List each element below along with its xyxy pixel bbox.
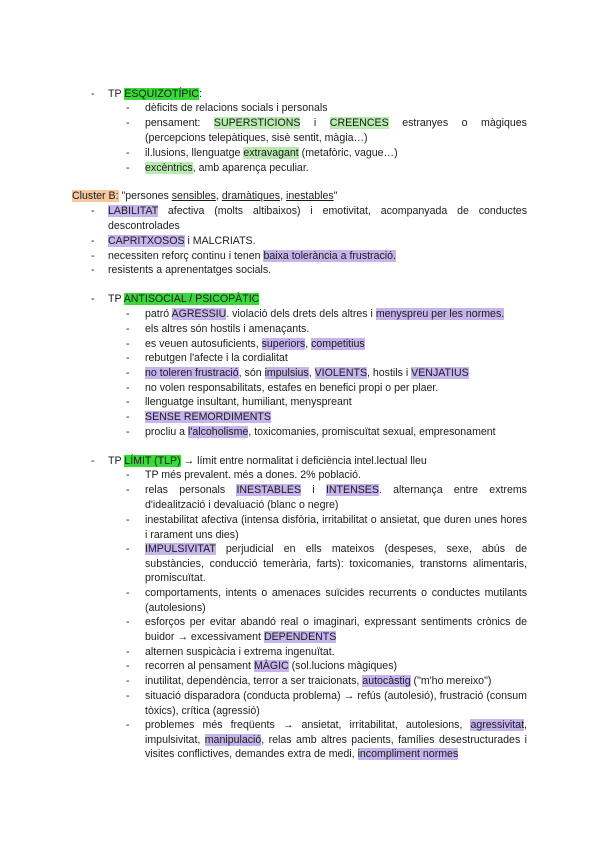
bullet-dash: - bbox=[126, 411, 130, 423]
list-item: il.lusions, llenguatge extravagant (metafòric, vague…) bbox=[145, 147, 398, 159]
list-item: procliu a l'alcoholisme, toxicomanies, promiscuïtat sexual, empresonament bbox=[145, 426, 496, 438]
list-item: necessiten reforç continu i tenen baixa tolerància a frustració. bbox=[108, 250, 396, 262]
bullet-dash: - bbox=[126, 660, 130, 672]
list-item: dèficits de relacions socials i personals bbox=[145, 102, 328, 114]
highlight-orange: Cluster B: bbox=[72, 190, 119, 202]
list-item: no toleren frustració, són impulsius, VIOLENTS, hostils i VENJATIUS bbox=[145, 367, 469, 379]
highlight: IMPULSIVITAT bbox=[145, 543, 216, 555]
list-item: TP més prevalent. més a dones. 2% població. bbox=[145, 469, 361, 481]
highlight: impulsius bbox=[264, 367, 309, 379]
highlight-green: ANTISOCIAL / PSICOPÀTIC bbox=[123, 293, 260, 305]
bullet-dash: - bbox=[126, 484, 130, 496]
bullet-dash: - bbox=[126, 147, 130, 159]
list-item: patró AGRESSIU. violació dels drets dels altres i menyspreu per les normes. bbox=[145, 308, 505, 320]
highlight: autocàstig bbox=[362, 675, 411, 687]
bullet-dash: - bbox=[126, 352, 130, 364]
section-title: TP ESQUIZOTÍPIC: bbox=[108, 88, 203, 100]
bullet-dash: - bbox=[126, 338, 130, 350]
highlight: manipulació bbox=[204, 733, 262, 746]
bullet-dash: - bbox=[91, 455, 95, 467]
highlight: CREENCES bbox=[329, 117, 389, 129]
highlight: l'alcoholisme bbox=[188, 426, 249, 438]
bullet-dash: - bbox=[126, 323, 130, 335]
bullet-dash: - bbox=[126, 543, 130, 555]
highlight: SUPERSTICIONS bbox=[213, 117, 301, 129]
highlight: superiors bbox=[261, 338, 306, 350]
highlight-green: LÍMIT (TLP) bbox=[124, 455, 181, 467]
bullet-dash: - bbox=[91, 205, 95, 217]
highlight: excèntrics bbox=[145, 162, 193, 174]
highlight: MÀGIC bbox=[253, 660, 289, 672]
list-item: excèntrics, amb aparença peculiar. bbox=[145, 162, 309, 174]
bullet-dash: - bbox=[126, 719, 130, 731]
bullet-dash: - bbox=[126, 102, 130, 114]
highlight: extravagant bbox=[243, 147, 299, 159]
bullet-dash: - bbox=[126, 382, 130, 394]
bullet-dash: - bbox=[126, 426, 130, 438]
list-item: LABILITAT afectiva (molts altibaixos) i emotivitat, acompanyada de conductes descontrolades bbox=[108, 205, 527, 232]
highlight: LABILITAT bbox=[108, 205, 159, 217]
highlight: VIOLENTS bbox=[314, 367, 368, 379]
list-item: els altres són hostils i amenaçants. bbox=[145, 323, 310, 335]
highlight: SENSE REMORDIMENTS bbox=[145, 411, 271, 423]
highlight: no toleren frustració bbox=[145, 367, 239, 379]
highlight: agressivitat bbox=[470, 719, 525, 731]
bullet-dash: - bbox=[126, 367, 130, 379]
list-item: rebutgen l'afecte i la cordialitat bbox=[145, 352, 288, 364]
highlight: INTENSES bbox=[325, 484, 379, 496]
bullet-dash: - bbox=[91, 264, 95, 276]
list-item: IMPULSIVITAT perjudicial en ells mateixos (despeses, sexe, abús de substàncies, conducció temerària, farts): toxicomanies, transtorns alimentaris, promiscuïtat. bbox=[145, 543, 527, 585]
highlight: competitius bbox=[311, 338, 365, 350]
list-item: llenguatge insultant, humiliant, menyspreant bbox=[145, 396, 352, 408]
list-item: alternen suspicàcia i extrema ingenuïtat. bbox=[145, 646, 335, 658]
bullet-dash: - bbox=[126, 308, 130, 320]
bullet-dash: - bbox=[91, 88, 95, 100]
list-item: problemes més freqüents → ansietat, irritabilitat, autolesions, agressivitat, impulsivitat, manipulació, relas amb altres pacients, famílies desestructurades i visites conflictives, demandes extra de medi, incompliment normes bbox=[145, 719, 527, 761]
highlight: menyspreu per les normes. bbox=[375, 308, 505, 320]
list-item: resistents a aprenentatges socials. bbox=[108, 264, 272, 276]
bullet-dash: - bbox=[126, 117, 130, 129]
list-item: comportaments, intents o amenaces suïcides recurrents o conductes mutilants (autolesions) bbox=[145, 587, 527, 614]
bullet-dash: - bbox=[91, 250, 95, 262]
list-item: es veuen autosuficients, superiors, competitius bbox=[145, 338, 365, 350]
highlight: INESTABLES bbox=[236, 484, 302, 496]
bullet-dash: - bbox=[91, 293, 95, 305]
highlight: AGRESSIU bbox=[171, 308, 227, 320]
list-item: pensament: SUPERSTICIONS i CREENCES estranyes o màgiques (percepcions telepàtiques, sisè sentit, màgia…) bbox=[145, 117, 527, 144]
section-title: TP ANTISOCIAL / PSICOPÀTIC bbox=[108, 293, 260, 305]
list-item: situació disparadora (conducta problema) → refús (autolesió), frustració (consum tòxics), crítica (agressió) bbox=[145, 690, 527, 717]
bullet-dash: - bbox=[126, 616, 130, 628]
list-item: inutilitat, dependència, terror a ser traicionats, autocàstig ("m'ho mereixo") bbox=[145, 675, 492, 687]
bullet-dash: - bbox=[126, 675, 130, 687]
list-item: recorren al pensament MÀGIC (sol.lucions màgiques) bbox=[145, 660, 398, 672]
bullet-dash: - bbox=[126, 469, 130, 481]
bullet-dash: - bbox=[126, 690, 130, 702]
bullet-dash: - bbox=[126, 396, 130, 408]
highlight: DEPENDENTS bbox=[263, 630, 337, 643]
list-item: CAPRITXOSOS i MALCRIATS. bbox=[108, 235, 256, 247]
highlight: CAPRITXOSOS bbox=[108, 235, 185, 247]
highlight: incompliment normes bbox=[357, 748, 459, 761]
bullet-dash: - bbox=[126, 514, 130, 526]
list-item: no volen responsabilitats, estafes en benefici propi o per plaer. bbox=[145, 382, 439, 394]
cluster-heading: Cluster B: "persones sensibles, dramàtiques, inestables" bbox=[72, 190, 338, 202]
list-item: esforços per evitar abandó real o imaginari, expressant sentiments crònics de buidor → excessivament DEPENDENTS bbox=[145, 616, 527, 643]
section-title: TP LÍMIT (TLP) → límit entre normalitat i deficiència intel.lectual lleu bbox=[108, 455, 427, 467]
highlight: VENJATIUS bbox=[411, 367, 469, 379]
bullet-dash: - bbox=[126, 587, 130, 599]
highlight: baixa tolerància a frustració. bbox=[263, 250, 396, 262]
list-item: inestabilitat afectiva (intensa disfòria, irritabilitat o ansietat, que duren unes hores i rarament uns dies) bbox=[145, 514, 527, 541]
bullet-dash: - bbox=[126, 162, 130, 174]
bullet-dash: - bbox=[91, 235, 95, 247]
list-item: relas personals INESTABLES i INTENSES. alternança entre extrems d'idealització i devaluació (blanc o negre) bbox=[145, 484, 527, 511]
highlight-green: ESQUIZOTÍPIC bbox=[124, 88, 200, 100]
list-item bbox=[145, 411, 271, 424]
bullet-dash: - bbox=[126, 646, 130, 658]
